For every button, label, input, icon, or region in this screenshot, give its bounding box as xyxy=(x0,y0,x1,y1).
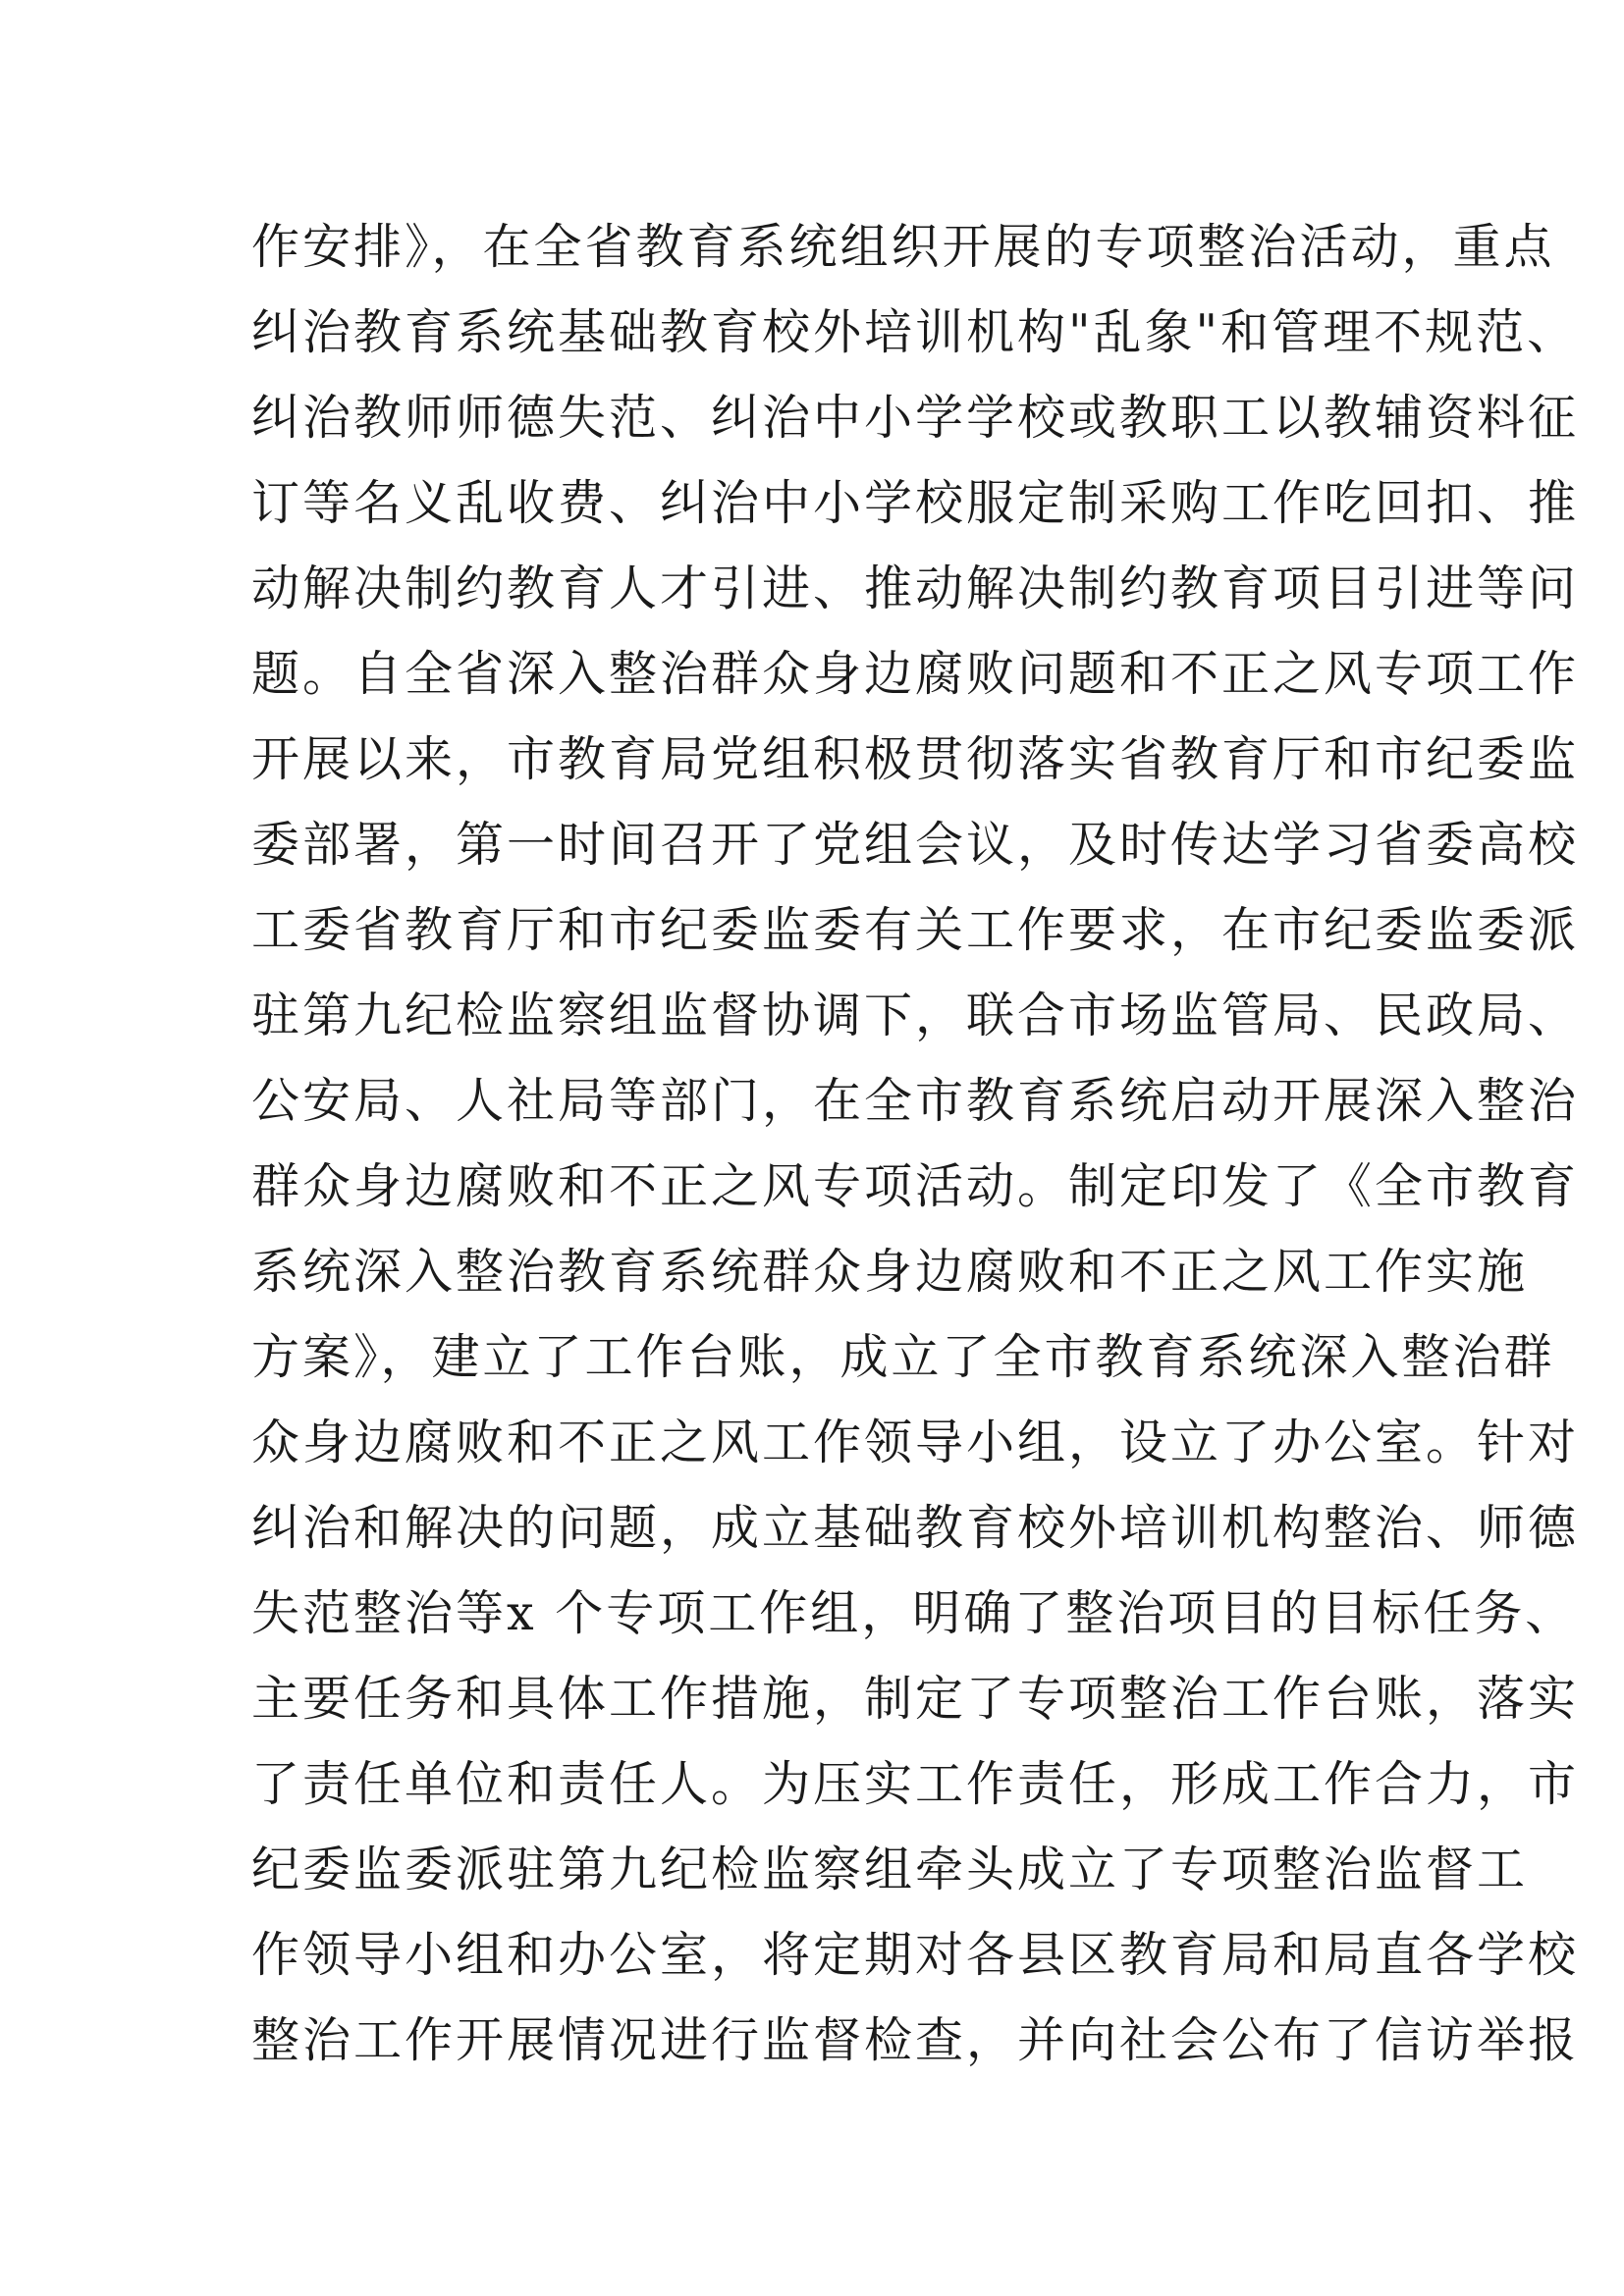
text-line: 开展以来，市教育局党组积极贯彻落实省教育厅和市纪委监 xyxy=(251,731,1580,787)
text-line: 系统深入整治教育系统群众身边腐败和不正之风工作实施 xyxy=(251,1244,1529,1300)
text-line: 失范整治等x 个专项工作组，明确了整治项目的目标任务、 xyxy=(251,1585,1577,1641)
text-line: 订等名义乱收费、纠治中小学校服定制采购工作吃回扣、推 xyxy=(251,475,1580,531)
text-line: 作领导小组和办公室，将定期对各县区教育局和局直各学校 xyxy=(251,1927,1580,1983)
text-line: 驻第九纪检监察组监督协调下，联合市场监管局、民政局、 xyxy=(251,988,1580,1043)
text-line: 题。自全省深入整治群众身边腐败问题和不正之风专项工作 xyxy=(251,646,1580,702)
text-line: 纪委监委派驻第九纪检监察组牵头成立了专项整治监督工 xyxy=(251,1842,1529,1897)
text-line: 群众身边腐败和不正之风专项活动。制定印发了《全市教育 xyxy=(251,1158,1580,1214)
text-line: 纠治教育系统基础教育校外培训机构"乱象"和管理不规范、 xyxy=(251,304,1579,360)
text-line: 纠治教师师德失范、纠治中小学学校或教职工以教辅资料征 xyxy=(251,390,1580,446)
text-line: 众身边腐败和不正之风工作领导小组，设立了办公室。针对 xyxy=(251,1415,1580,1470)
text-line: 纠治和解决的问题，成立基础教育校外培训机构整治、师德 xyxy=(251,1500,1580,1556)
text-line: 公安局、人社局等部门，在全市教育系统启动开展深入整治 xyxy=(251,1073,1580,1129)
text-line: 动解决制约教育人才引进、推动解决制约教育项目引进等问 xyxy=(251,561,1580,616)
text-line: 了责任单位和责任人。为压实工作责任，形成工作合力，市 xyxy=(251,1756,1580,1812)
text-line: 工委省教育厅和市纪委监委有关工作要求，在市纪委监委派 xyxy=(251,902,1580,958)
text-line: 作安排》，在全省教育系统组织开展的专项整治活动，重点 xyxy=(251,219,1555,275)
text-line: 方案》，建立了工作台账，成立了全市教育系统深入整治群 xyxy=(251,1329,1555,1385)
text-line: 委部署，第一时间召开了党组会议，及时传达学习省委高校 xyxy=(251,817,1580,873)
text-line: 主要任务和具体工作措施，制定了专项整治工作台账，落实 xyxy=(251,1671,1580,1727)
text-line: 整治工作开展情况进行监督检查，并向社会公布了信访举报 xyxy=(251,2012,1580,2068)
